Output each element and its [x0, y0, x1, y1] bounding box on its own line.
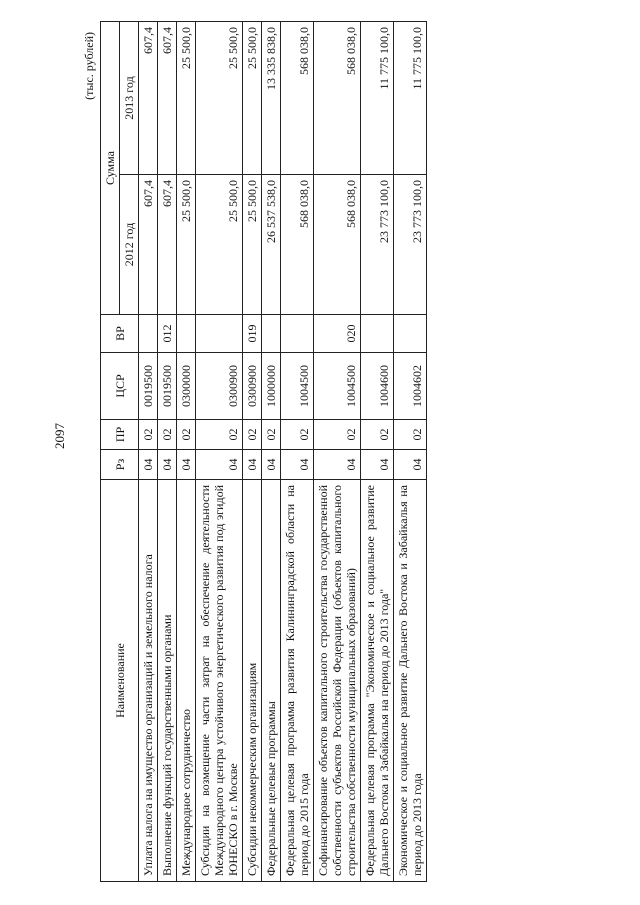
row-2012: 23 773 100,0 [361, 175, 394, 315]
row-rz: 04 [243, 450, 262, 480]
table-row [158, 21, 177, 881]
row-csr: 1004600 [361, 353, 394, 420]
row-2012: 568 038,0 [281, 175, 314, 315]
table-row [262, 21, 281, 881]
row-2013: 607,4 [158, 21, 177, 174]
row-pr: 02 [196, 420, 243, 450]
row-csr: 0019500 [158, 353, 177, 420]
row-2012: 568 038,0 [314, 175, 361, 315]
row-2012: 23 773 100,0 [394, 175, 427, 315]
row-name: Федеральные целевые программы [262, 480, 281, 882]
row-rz: 04 [262, 450, 281, 480]
table-row [314, 21, 361, 881]
rotated-page-content [82, 22, 627, 882]
row-vr [262, 315, 281, 353]
row-2013: 25 500,0 [243, 21, 262, 174]
table-row [394, 21, 427, 881]
row-pr: 02 [361, 420, 394, 450]
table-row [281, 21, 314, 881]
row-2012: 25 500,0 [177, 175, 196, 315]
row-2012: 25 500,0 [196, 175, 243, 315]
row-2012: 607,4 [139, 175, 158, 315]
row-pr: 02 [243, 420, 262, 450]
row-csr: 1004602 [394, 353, 427, 420]
row-name: Выполнение функций государственными органами [158, 480, 177, 882]
table-row [243, 21, 262, 881]
row-2012: 607,4 [158, 175, 177, 315]
row-csr: 0300900 [196, 353, 243, 420]
unit-note: (тыс. рублей) [82, 32, 96, 100]
row-vr: 012 [158, 315, 177, 353]
row-pr: 02 [281, 420, 314, 450]
header-pr: ПР [101, 420, 139, 450]
row-vr [177, 315, 196, 353]
row-2012: 26 537 538,0 [262, 175, 281, 315]
row-csr: 1004500 [281, 353, 314, 420]
header-2013: 2013 год [120, 21, 139, 174]
header-name: Наименование [101, 480, 139, 882]
row-2012: 25 500,0 [243, 175, 262, 315]
row-name: Субсидии некоммерческим организациям [243, 480, 262, 882]
row-vr [281, 315, 314, 353]
row-rz: 04 [281, 450, 314, 480]
row-name: Международное сотрудничество [177, 480, 196, 882]
row-rz: 04 [196, 450, 243, 480]
row-pr: 02 [314, 420, 361, 450]
page-number: 2097 [52, 423, 67, 449]
row-name: Субсидии на возмещение части затрат на обеспечение деятельности Международного центра устойчивого энергетического развития под эгидой ЮНЕСКО в г. Москве [196, 480, 243, 882]
table-row [361, 21, 394, 881]
row-pr: 02 [139, 420, 158, 450]
header-2012: 2012 год [120, 175, 139, 315]
header-sum: Сумма [101, 21, 120, 314]
row-2013: 13 335 838,0 [262, 21, 281, 174]
row-rz: 04 [158, 450, 177, 480]
row-rz: 04 [177, 450, 196, 480]
row-pr: 02 [262, 420, 281, 450]
header-csr: ЦСР [101, 353, 139, 420]
row-pr: 02 [158, 420, 177, 450]
row-2013: 568 038,0 [281, 21, 314, 174]
row-2013: 568 038,0 [314, 21, 361, 174]
table-row [177, 21, 196, 881]
row-rz: 04 [139, 450, 158, 480]
row-vr [361, 315, 394, 353]
row-csr: 0300900 [243, 353, 262, 420]
row-name: Софинансирование объектов капитального строительства государственной собственности субъектов Российской Федерации (объектов капитального строительства собственности муниципальных образований) [314, 480, 361, 882]
row-2013: 607,4 [139, 21, 158, 174]
header-vr: ВР [101, 315, 139, 353]
row-vr [394, 315, 427, 353]
row-pr: 02 [177, 420, 196, 450]
row-name: Уплата налога на имущество организаций и земельного налога [139, 480, 158, 882]
header-rz: Рз [101, 450, 139, 480]
row-rz: 04 [394, 450, 427, 480]
row-vr: 020 [314, 315, 361, 353]
row-2013: 25 500,0 [177, 21, 196, 174]
row-2013: 25 500,0 [196, 21, 243, 174]
row-vr: 019 [243, 315, 262, 353]
row-csr: 0300000 [177, 353, 196, 420]
table-row [196, 21, 243, 881]
row-vr [196, 315, 243, 353]
row-rz: 04 [361, 450, 394, 480]
row-2013: 11 775 100,0 [361, 21, 394, 174]
row-csr: 1004500 [314, 353, 361, 420]
row-name: Федеральная целевая программа "Экономическое и социальное развитие Дальнего Востока и Забайкалья на период до 2013 года" [361, 480, 394, 882]
header-row-1 [101, 21, 120, 881]
row-csr: 1000000 [262, 353, 281, 420]
row-name: Федеральная целевая программа развития Калининградской области на период до 2015 года [281, 480, 314, 882]
row-vr [139, 315, 158, 353]
budget-table [100, 21, 427, 882]
row-rz: 04 [314, 450, 361, 480]
table-row [139, 21, 158, 881]
row-name: Экономическое и социальное развитие Дальнего Востока и Забайкалья на период до 2013 года [394, 480, 427, 882]
row-pr: 02 [394, 420, 427, 450]
row-csr: 0019500 [139, 353, 158, 420]
row-2013: 11 775 100,0 [394, 21, 427, 174]
